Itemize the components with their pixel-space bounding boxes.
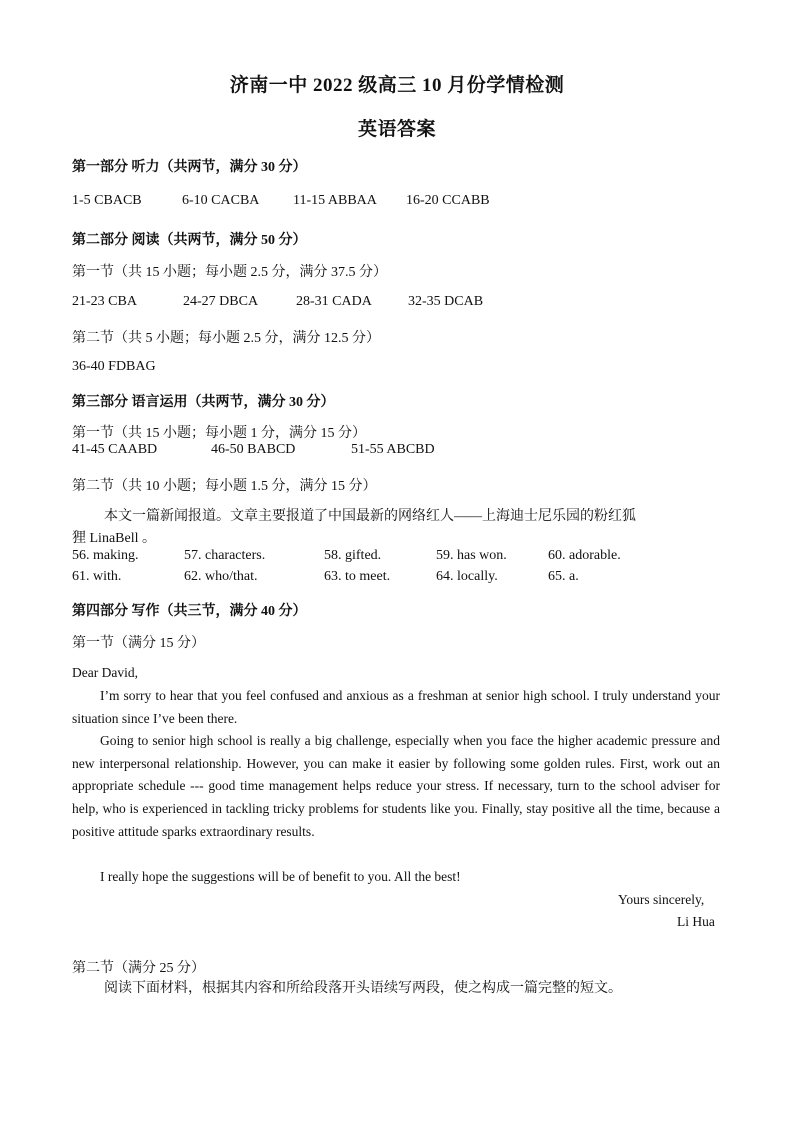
part3-section2-heading: 第二节（共 10 小题；每小题 1.5 分，满分 15 分） xyxy=(72,479,377,494)
section2-instruction: 阅读下面材料，根据其内容和所给段落开头语续写两段，使之构成一篇完整的短文。 xyxy=(104,981,622,996)
answer-group: 46-50 BABCD xyxy=(211,442,296,457)
letter-closing: Yours sincerely, xyxy=(618,892,705,907)
answer-item: 59. has won. xyxy=(436,548,507,563)
answer-group: 6-10 CACBA xyxy=(182,193,260,208)
letter-signature: Li Hua xyxy=(677,914,715,929)
answer-group: 51-55 ABCBD xyxy=(351,442,435,457)
letter-paragraph: Going to senior high school is really a big challenge, especially when you face the higher academic pressure and new interpersonal relationship. However, you can make it easier by following some golden rules. First, work out an appropriate schedule --- good time management helps reduce your stress. If necessary, turn to the school adviser for help, who is experienced in tackling tricky problems for students like you. Finally, stay positive all the time, because a positive attitude sparks extraordinary results. xyxy=(72,733,720,839)
part3-heading: 第三部分 语言运用（共两节，满分 30 分） xyxy=(72,395,335,410)
letter-paragraph: I’m sorry to hear that you feel confused and anxious as a freshman at senior high school. I truly understand your situation since I’ve been there. xyxy=(72,688,720,726)
part4-section1-heading: 第一节（满分 15 分） xyxy=(72,636,205,651)
answer-item: 65. a. xyxy=(548,569,579,584)
answer-group: 32-35 DCAB xyxy=(408,294,484,309)
part1-heading: 第一部分 听力（共两节，满分 30 分） xyxy=(72,160,307,175)
answer-group: 16-20 CCABB xyxy=(406,193,490,208)
part3-section1-heading: 第一节（共 15 小题；每小题 1 分，满分 15 分） xyxy=(72,426,366,441)
summary-text: 本文一篇新闻报道。文章主要报道了中国最新的网络红人——上海迪士尼乐园的粉红狐 xyxy=(104,509,636,524)
answer-group: 21-23 CBA xyxy=(72,294,137,309)
part2-section1-heading: 第一节（共 15 小题；每小题 2.5 分，满分 37.5 分） xyxy=(72,265,387,280)
summary-text: 狸 LinaBell 。 xyxy=(72,531,156,546)
answer-item: 60. adorable. xyxy=(548,548,621,563)
part4-section2-heading: 第二节（满分 25 分） xyxy=(72,961,205,976)
answer-group: 24-27 DBCA xyxy=(183,294,259,309)
part2-heading: 第二部分 阅读（共两节，满分 50 分） xyxy=(72,233,307,248)
answer-item: 56. making. xyxy=(72,548,139,563)
answer-group: 1-5 CBACB xyxy=(72,193,142,208)
answer-group: 36-40 FDBAG xyxy=(72,359,156,374)
answer-item: 57. characters. xyxy=(184,548,266,563)
answer-item: 58. gifted. xyxy=(324,548,382,563)
answer-item: 62. who/that. xyxy=(184,569,258,584)
page-subtitle: 英语答案 xyxy=(357,119,436,140)
answer-item: 61. with. xyxy=(72,569,122,584)
answer-item: 64. locally. xyxy=(436,569,498,584)
answer-group: 11-15 ABBAA xyxy=(293,193,377,208)
page-title: 济南一中 2022 级高三 10 月份学情检测 xyxy=(229,75,565,96)
answer-group: 41-45 CAABD xyxy=(72,442,158,457)
part4-heading: 第四部分 写作（共三节，满分 40 分） xyxy=(72,604,307,619)
part2-section2-heading: 第二节（共 5 小题；每小题 2.5 分，满分 12.5 分） xyxy=(72,331,380,346)
answer-item: 63. to meet. xyxy=(324,569,391,584)
letter-paragraph: I really hope the suggestions will be of benefit to you. All the best! xyxy=(100,869,461,884)
letter-salutation: Dear David, xyxy=(72,665,138,680)
answer-group: 28-31 CADA xyxy=(296,294,372,309)
